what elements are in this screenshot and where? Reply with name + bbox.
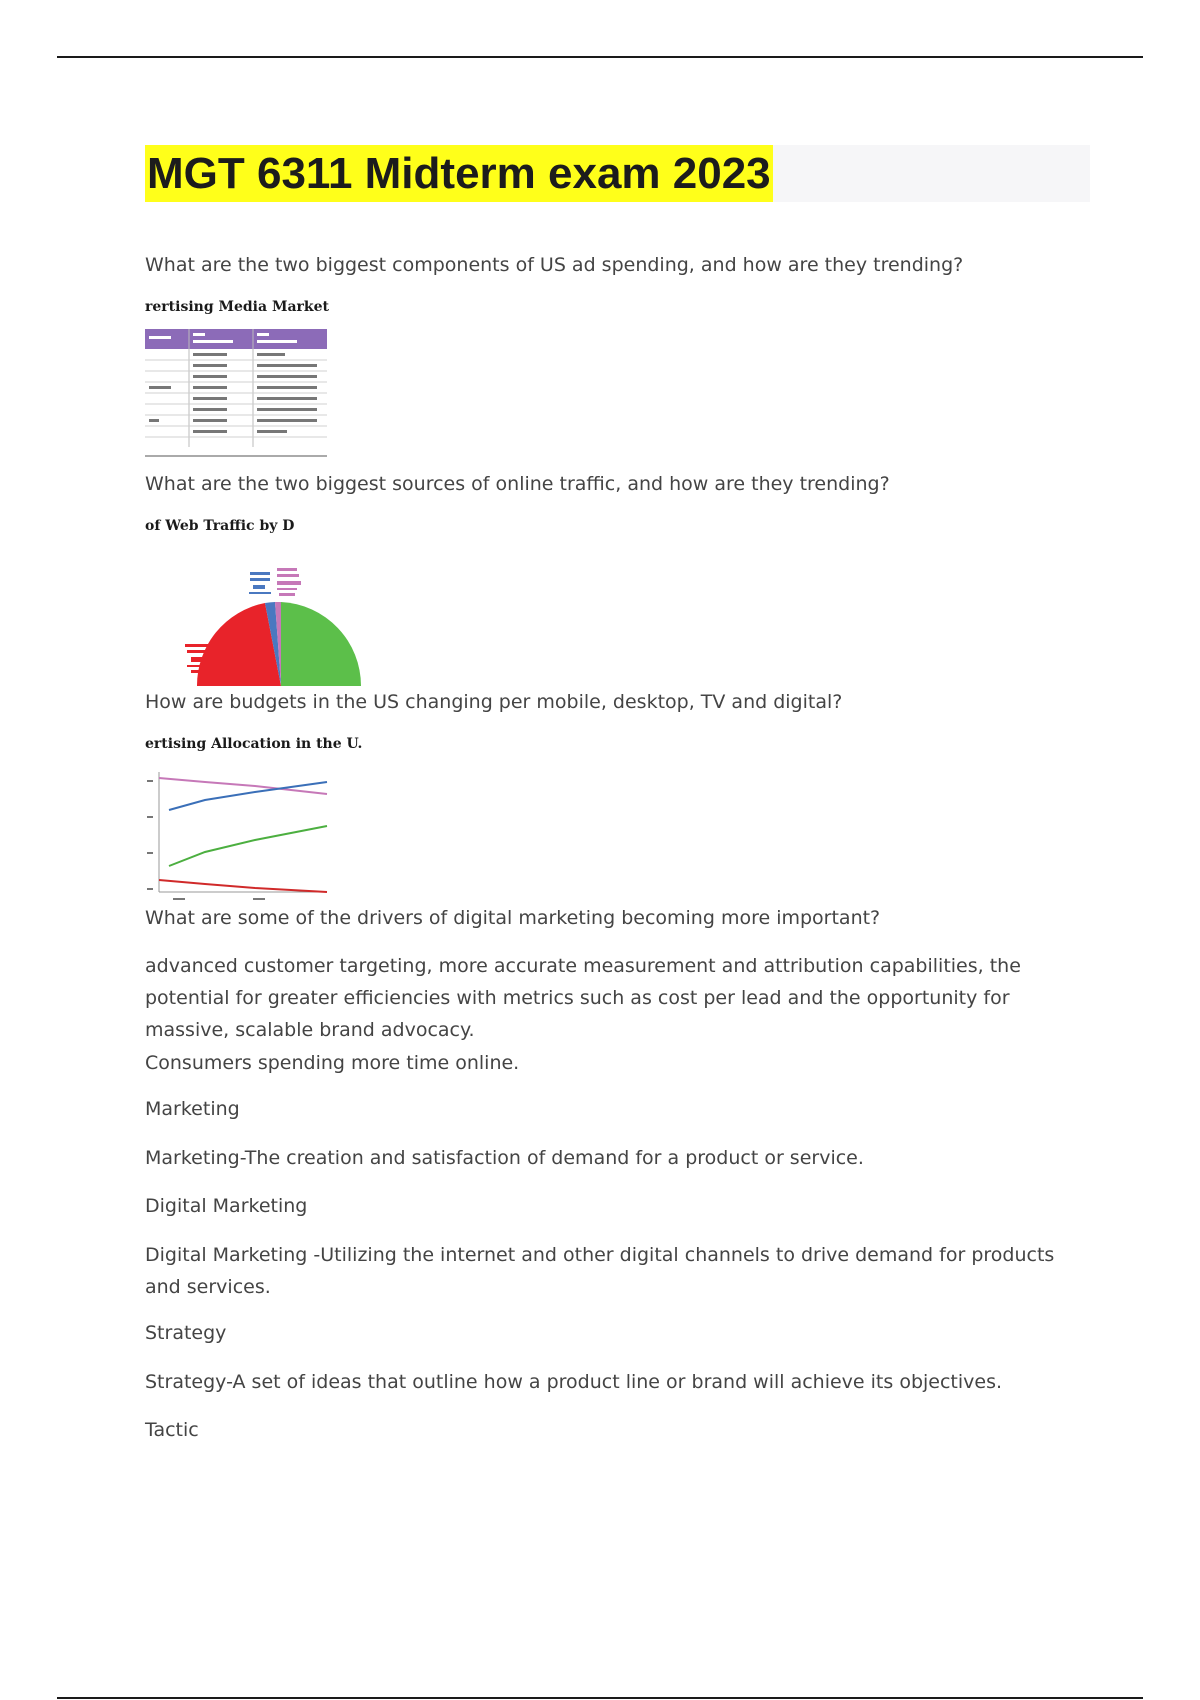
media-market-table-image	[145, 317, 327, 469]
line-series-green	[169, 826, 327, 866]
line-series-red	[159, 880, 327, 892]
bottom-rule	[57, 1697, 1143, 1699]
term-strategy: Strategy	[145, 1322, 227, 1344]
definition-strategy: Strategy-A set of ideas that outline how a product line or brand will achieve its objectives.	[145, 1371, 1003, 1393]
figure-table-title: rertising Media Market	[145, 299, 329, 315]
table-header-row	[145, 329, 327, 349]
definition-marketing: Marketing-The creation and satisfaction of demand for a product or service.	[145, 1147, 864, 1169]
pie-slice-green	[281, 602, 361, 686]
term-marketing: Marketing	[145, 1098, 240, 1120]
figure-line-title: ertising Allocation in the U.	[145, 736, 363, 752]
top-rule	[57, 56, 1143, 58]
document-body	[145, 145, 1090, 202]
web-traffic-pie-image	[145, 536, 327, 688]
question-online-traffic: What are the two biggest sources of online traffic, and how are they trending?	[145, 473, 890, 495]
definition-digital-marketing: Digital Marketing -Utilizing the internet and other digital channels to drive demand for products and services.	[145, 1244, 1055, 1298]
question-drivers: What are some of the drivers of digital marketing becoming more important?	[145, 907, 881, 929]
question-budgets: How are budgets in the US changing per mobile, desktop, TV and digital?	[145, 691, 843, 713]
figure-media-market-table	[145, 297, 327, 474]
title-bar	[145, 145, 1090, 202]
document-title: MGT 6311 Midterm exam 2023	[145, 145, 773, 202]
answer-drivers: advanced customer targeting, more accurate measurement and attribution capabilities, the potential for greater efficiencies with metrics such as cost per lead and the opportunity for massive, scalable brand advocacy.	[145, 955, 1021, 1041]
answer-consumers: Consumers spending more time online.	[145, 1052, 520, 1074]
figure-allocation-lines	[145, 734, 363, 909]
figure-web-traffic-pie	[145, 516, 327, 693]
question-ad-spending: What are the two biggest components of US ad spending, and how are they trending?	[145, 254, 964, 276]
term-digital-marketing: Digital Marketing	[145, 1195, 308, 1217]
term-tactic: Tactic	[145, 1419, 199, 1441]
figure-pie-title: of Web Traffic by D	[145, 518, 295, 534]
allocation-line-chart-image	[145, 754, 327, 904]
